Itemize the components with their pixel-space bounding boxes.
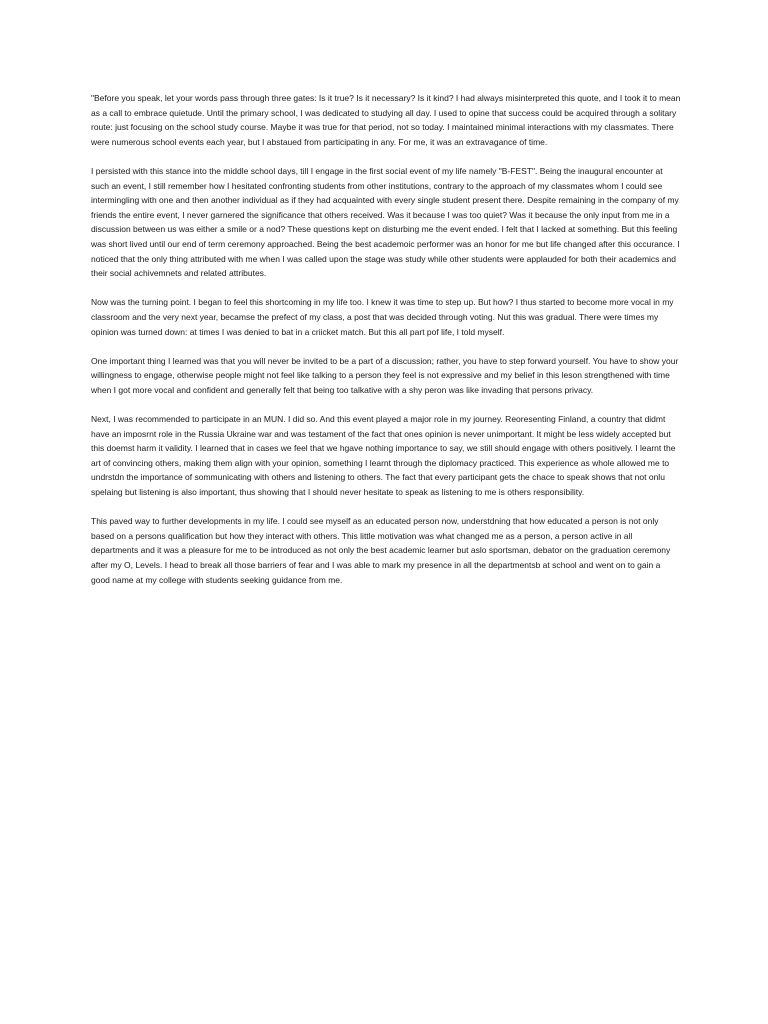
paragraph-intro: "Before you speak, let your words pass through three gates: Is it true? Is it necessary? Is it kind? I had always misinterpreted this quote, and I took it to mean as a call to embrace quietude. Until the primary school, I was dedicated to studying all day. I used to opine that success could be acquired through a solitary route: just focusing on the school study course. Maybe it was true for that period, not so today. I maintained minimal interactions with my classmates. There were numerous school events each year, but I abstaued from participating in any. For me, it was an extravagance of time. (91, 93, 681, 147)
document-page (91, 91, 681, 602)
paragraph-lesson: One important thing I learned was that you will never be invited to be a part of a discussion; rather, you have to step forward yourself. You have to show your willingness to engage, otherwise people might not feel like talking to a person they feel is not expressive and my belief in this leson strengthened with time when I got more vocal and confident and generally felt that being too talkative with a shy peron was like invading that persons privacy. (91, 355, 679, 395)
paragraph-mun: Next, I was recommended to participate in an MUN. I did so. And this event played a major role in my journey. Reoresenting Finland, a country that didmt have an imposrnt role in the Russia Ukraine war and was testament of the fact that ones opinion is never unimportant. It might be less widely accepted but this doemst harm it validity. I learned that in cases we feel that we hgave nothing importance to say, we still should engage with others positively. I learnt the art of convincing others, making them align with your opinion, something I learnt through the diplomacy practiced. This experience as whole allowed me to undrstdn the importance of sommunicating with others and listening to others. The fact that every participant gets the chace to speak shows that not onlu spelaing but listening is also important, thus showing that I should never hesitate to speak as listening to me is others responsibility. (91, 414, 676, 498)
paragraph-turning-point: Now was the turning point. I began to feel this shortcoming in my life too. I knew it was time to step up. But how? I thus started to become more vocal in my classroom and the very next year, becamse the prefect of my class, a post that was decided through voting. Nut this was gradual. There were times my opinion was turned down: at times I was denied to bat in a criicket match. But this all part pof life, I told myself. (91, 297, 674, 337)
paragraph-conclusion: This paved way to further developments in my life. I could see myself as an educated person now, understdning that how educated a person is not only based on a persons qualification but how they interact with others. This little motivation was what changed me as a person, a person active in all departments and it was a pleasure for me to be introduced as not only the best academic learner but aslo sportsman, debator on the graduation ceremony after my O, Levels. I head to break all those barriers of fear and I was able to mark my presence in all the departmentsb at school and went on to gain a good name at my college with students seeking guidance from me. (91, 516, 671, 585)
paragraph-middle-school: I persisted with this stance into the middle school days, till I engage in the first social event of my life namely "B-FEST". Being the inaugural encounter at such an event, I still remember how I hesitated confronting students from other institutions, contrary to the approach of my classmates whom I could see intermingling with one and then another individual as if they had acquainted with every single student present there. Despite remaining in the company of my friends the entire event, I never garnered the significance that others received. Was it because I was too quiet? Was it because the only input from me in a discussion between us was either a smile or a nod? These questions kept on disturbing me the event ended. I felt that I lacked at something. But this feeling was short lived until our end of term ceremony approached. Being the best academoic performer was an honor for me but life changed after this occurance. I noticed that the only thing attributed with me when I was called upon the stage was study while other students were applauded for both their academics and their social achivemnets and related attributes. (91, 165, 680, 279)
